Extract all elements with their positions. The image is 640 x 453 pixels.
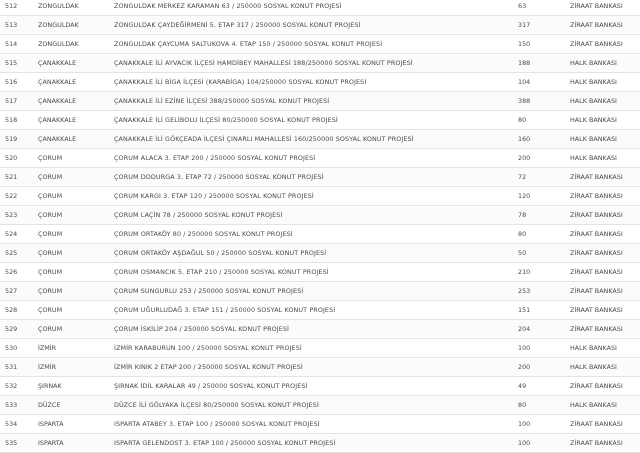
bank-cell: HALK BANKASI (570, 97, 617, 105)
unit-count-cell: 104 (518, 78, 531, 86)
city-cell: ÇANAKKALE (38, 78, 77, 86)
unit-count-cell: 317 (518, 21, 531, 29)
project-cell: ÇORUM İSKİLİP 204 / 250000 SOSYAL KONUT PROJESİ (114, 325, 290, 333)
row-number: 532 (5, 382, 18, 390)
project-cell: ISPARTA GELENDOST 3. ETAP 100 / 250000 SOSYAL KONUT PROJESİ (114, 439, 336, 447)
city-cell: ÇORUM (38, 230, 63, 238)
row-number: 530 (5, 344, 18, 352)
city-cell: ÇANAKKALE (38, 116, 77, 124)
city-cell: ŞIRNAK (38, 382, 62, 390)
city-cell: ÇORUM (38, 211, 63, 219)
table-row (0, 244, 640, 263)
project-cell: ÇORUM SUNGURLU 253 / 250000 SOSYAL KONUT PROJESİ (114, 287, 304, 295)
unit-count-cell: 80 (518, 116, 527, 124)
city-cell: ZONGULDAK (38, 40, 79, 48)
city-cell: ZONGULDAK (38, 2, 79, 10)
bank-cell: ZİRAAT BANKASI (570, 268, 623, 276)
bank-cell: ZİRAAT BANKASI (570, 173, 623, 181)
unit-count-cell: 100 (518, 420, 531, 428)
row-number: 526 (5, 268, 18, 276)
project-cell: ÇANAKKALE İLİ AYVACIK İLÇESİ HAMDİBEY MAHALLESİ 188/250000 SOSYAL KONUT PROJESİ (114, 59, 413, 67)
table-row (0, 35, 640, 54)
unit-count-cell: 49 (518, 382, 527, 390)
table-row (0, 16, 640, 35)
bank-cell: ZİRAAT BANKASI (570, 21, 623, 29)
city-cell: ÇANAKKALE (38, 135, 77, 143)
unit-count-cell: 151 (518, 306, 531, 314)
table-row (0, 187, 640, 206)
bank-cell: ZİRAAT BANKASI (570, 2, 623, 10)
table-row (0, 320, 640, 339)
bank-cell: ZİRAAT BANKASI (570, 325, 623, 333)
row-number: 519 (5, 135, 18, 143)
project-cell: ŞIRNAK İDİL KARALAR 49 / 250000 SOSYAL KONUT PROJESİ (114, 382, 308, 390)
row-number: 534 (5, 420, 18, 428)
city-cell: ISPARTA (38, 420, 64, 428)
table-row (0, 111, 640, 130)
table-row (0, 168, 640, 187)
city-cell: ÇORUM (38, 325, 63, 333)
unit-count-cell: 204 (518, 325, 531, 333)
table-row (0, 263, 640, 282)
bank-cell: HALK BANKASI (570, 116, 617, 124)
city-cell: ÇORUM (38, 287, 63, 295)
city-cell: ÇORUM (38, 249, 63, 257)
project-cell: İZMİR KARABURUN 100 / 250000 SOSYAL KONUT PROJESİ (114, 344, 302, 352)
table-row (0, 73, 640, 92)
table-row (0, 301, 640, 320)
unit-count-cell: 120 (518, 192, 531, 200)
row-number: 522 (5, 192, 18, 200)
table-row (0, 434, 640, 453)
bank-cell: HALK BANKASI (570, 363, 617, 371)
unit-count-cell: 80 (518, 401, 527, 409)
row-number: 533 (5, 401, 18, 409)
row-number: 527 (5, 287, 18, 295)
row-number: 513 (5, 21, 18, 29)
project-cell: ÇORUM ORTAKÖY 80 / 250000 SOSYAL KONUT PROJESİ (114, 230, 293, 238)
row-number: 521 (5, 173, 18, 181)
city-cell: ÇORUM (38, 173, 63, 181)
city-cell: ÇORUM (38, 306, 63, 314)
bank-cell: ZİRAAT BANKASI (570, 382, 623, 390)
unit-count-cell: 200 (518, 154, 531, 162)
project-cell: ZONGULDAK MERKEZ KARAMAN 63 / 250000 SOSYAL KONUT PROJESİ (114, 2, 342, 10)
bank-cell: ZİRAAT BANKASI (570, 40, 623, 48)
row-number: 516 (5, 78, 18, 86)
bank-cell: ZİRAAT BANKASI (570, 249, 623, 257)
bank-cell: ZİRAAT BANKASI (570, 287, 623, 295)
table-row (0, 149, 640, 168)
city-cell: ISPARTA (38, 439, 64, 447)
project-cell: ISPARTA ATABEY 3. ETAP 100 / 250000 SOSYAL KONUT PROJESİ (114, 420, 320, 428)
project-cell: ÇANAKKALE İLİ BİGA İLÇESİ (KARABİGA) 104/250000 SOSYAL KONUT PROJESİ (114, 78, 367, 86)
city-cell: ÇORUM (38, 192, 63, 200)
project-cell: ZONGULDAK ÇAYCUMA SALTUKOVA 4. ETAP 150 / 250000 SOSYAL KONUT PROJESİ (114, 40, 383, 48)
bank-cell: ZİRAAT BANKASI (570, 192, 623, 200)
project-cell: İZMİR KINIK 2 ETAP 200 / 250000 SOSYAL KONUT PROJESİ (114, 363, 303, 371)
city-cell: ÇANAKKALE (38, 59, 77, 67)
table-row (0, 396, 640, 415)
row-number: 535 (5, 439, 18, 447)
row-number: 512 (5, 2, 18, 10)
unit-count-cell: 253 (518, 287, 531, 295)
project-cell: ÇORUM LAÇİN 78 / 250000 SOSYAL KONUT PROJESİ (114, 211, 283, 219)
table-row (0, 225, 640, 244)
unit-count-cell: 78 (518, 211, 527, 219)
bank-cell: HALK BANKASI (570, 59, 617, 67)
row-number: 514 (5, 40, 18, 48)
project-cell: ÇANAKKALE İLİ EZİNE İLÇESİ 388/250000 SOSYAL KONUT PROJESİ (114, 97, 330, 105)
project-cell: ÇORUM DODURGA 3. ETAP 72 / 250000 SOSYAL KONUT PROJESİ (114, 173, 324, 181)
table-row (0, 282, 640, 301)
unit-count-cell: 80 (518, 230, 527, 238)
unit-count-cell: 160 (518, 135, 531, 143)
row-number: 531 (5, 363, 18, 371)
row-number: 529 (5, 325, 18, 333)
project-cell: ÇANAKKALE İLİ GELİBOLU İLÇESİ 80/250000 SOSYAL KONUT PROJESİ (114, 116, 338, 124)
row-number: 518 (5, 116, 18, 124)
unit-count-cell: 188 (518, 59, 531, 67)
city-cell: ÇORUM (38, 154, 63, 162)
table-row (0, 0, 640, 16)
city-cell: İZMİR (38, 363, 57, 371)
project-cell: ÇORUM OSMANCIK 5. ETAP 210 / 250000 SOSYAL KONUT PROJESİ (114, 268, 329, 276)
city-cell: ÇANAKKALE (38, 97, 77, 105)
project-cell: ZONGULDAK ÇAYDEĞİRMENİ 5. ETAP 317 / 250000 SOSYAL KONUT PROJESİ (114, 21, 361, 29)
table-row (0, 339, 640, 358)
unit-count-cell: 50 (518, 249, 527, 257)
row-number: 524 (5, 230, 18, 238)
unit-count-cell: 210 (518, 268, 531, 276)
project-cell: ÇORUM UĞURLUDAĞ 3. ETAP 151 / 250000 SOSYAL KONUT PROJESİ (114, 306, 336, 314)
bank-cell: HALK BANKASI (570, 78, 617, 86)
project-cell: ÇORUM KARGI 3. ETAP 120 / 250000 SOSYAL KONUT PROJESİ (114, 192, 314, 200)
table-row (0, 358, 640, 377)
bank-cell: HALK BANKASI (570, 401, 617, 409)
unit-count-cell: 200 (518, 363, 531, 371)
table-row (0, 130, 640, 149)
row-number: 520 (5, 154, 18, 162)
city-cell: ÇORUM (38, 268, 63, 276)
unit-count-cell: 150 (518, 40, 531, 48)
bank-cell: ZİRAAT BANKASI (570, 439, 623, 447)
unit-count-cell: 63 (518, 2, 527, 10)
city-cell: İZMİR (38, 344, 57, 352)
bank-cell: ZİRAAT BANKASI (570, 306, 623, 314)
bank-cell: HALK BANKASI (570, 154, 617, 162)
row-number: 523 (5, 211, 18, 219)
table-row (0, 206, 640, 225)
city-cell: ZONGULDAK (38, 21, 79, 29)
bank-cell: HALK BANKASI (570, 135, 617, 143)
row-number: 525 (5, 249, 18, 257)
table-row (0, 377, 640, 396)
unit-count-cell: 100 (518, 344, 531, 352)
bank-cell: ZİRAAT BANKASI (570, 420, 623, 428)
city-cell: DÜZCE (38, 401, 61, 409)
bank-cell: ZİRAAT BANKASI (570, 230, 623, 238)
unit-count-cell: 388 (518, 97, 531, 105)
unit-count-cell: 100 (518, 439, 531, 447)
project-cell: ÇANAKKALE İLİ GÖKÇEADA İLÇESİ ÇINARLI MAHALLESİ 160/250000 SOSYAL KONUT PROJESİ (114, 135, 414, 143)
table-row (0, 54, 640, 73)
project-cell: ÇORUM ALACA 3. ETAP 200 / 250000 SOSYAL KONUT PROJESİ (114, 154, 316, 162)
project-cell: DÜZCE İLİ GÖLYAKA İLÇESİ 80/250000 SOSYAL KONUT PROJESİ (114, 401, 319, 409)
bank-cell: HALK BANKASI (570, 344, 617, 352)
bank-cell: ZİRAAT BANKASI (570, 211, 623, 219)
unit-count-cell: 72 (518, 173, 527, 181)
row-number: 515 (5, 59, 18, 67)
table-row (0, 92, 640, 111)
row-number: 528 (5, 306, 18, 314)
project-cell: ÇORUM ORTAKÖY AŞDAĞUL 50 / 250000 SOSYAL KONUT PROJESİ (114, 249, 327, 257)
row-number: 517 (5, 97, 18, 105)
